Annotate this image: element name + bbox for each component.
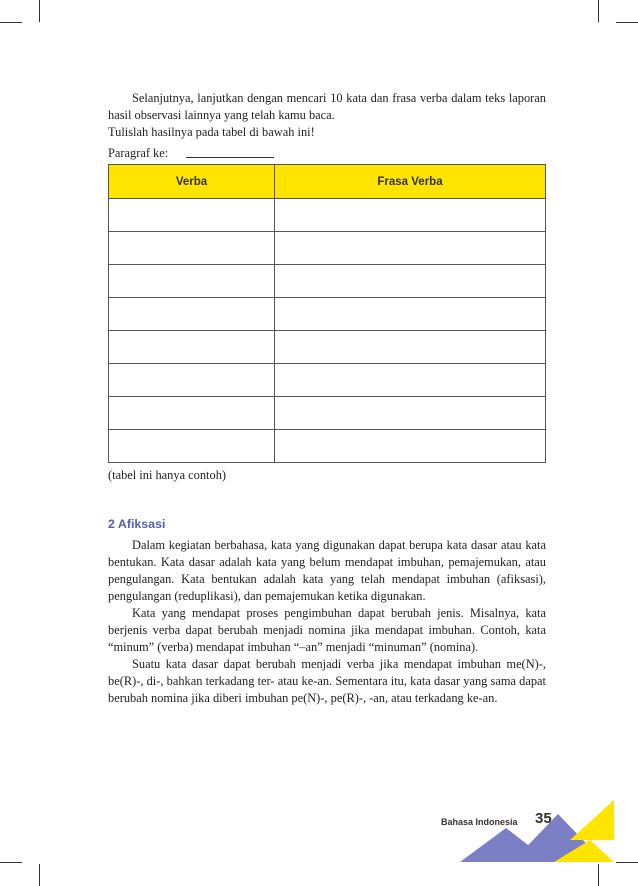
- table-cell: [275, 232, 546, 265]
- body-paragraph: Suatu kata dasar dapat berubah menjadi verba jika mendapat imbuhan me(N)-, be(R)-, di-, bahkan terkadang ter- atau ke-an. Sementara itu, kata dasar yang sama dapat berubah nomina jika diberi imbuhan pe(N)-, pe(R)-, -an, atau terkadang ke-an.: [108, 657, 546, 705]
- table-row: [109, 397, 546, 430]
- table-cell: [109, 265, 275, 298]
- header-frasa-verba: Frasa Verba: [275, 165, 546, 199]
- table-header-row: [109, 165, 546, 199]
- section-title: 2 Afiksasi: [108, 517, 166, 531]
- paragraf-blank-line: [186, 157, 274, 158]
- table-row: [109, 265, 546, 298]
- body-paragraph: Kata yang mendapat proses pengimbuhan dapat berubah jenis. Misalnya, kata berjenis verba dapat berubah menjadi nomina jika mendapat imbuhan. Contoh, kata “minum” (verba) mendapat imbuhan “–an” menjadi “minuman” (nomina).: [108, 606, 546, 654]
- table-cell: [275, 199, 546, 232]
- book-title: Bahasa Indonesia: [441, 817, 518, 827]
- table-row: [109, 298, 546, 331]
- crop-mark: [39, 864, 40, 886]
- footer-decoration: [440, 800, 614, 862]
- crop-mark: [616, 22, 638, 23]
- table-cell: [109, 331, 275, 364]
- table-cell: [275, 364, 546, 397]
- table-row: [109, 199, 546, 232]
- paragraf-label: Paragraf ke:: [108, 146, 169, 160]
- table-cell: [275, 331, 546, 364]
- crop-mark: [39, 0, 40, 22]
- crop-mark: [0, 862, 22, 863]
- table-cell: [275, 430, 546, 463]
- table-cell: [275, 298, 546, 331]
- table-cell: [109, 430, 275, 463]
- table-cell: [109, 232, 275, 265]
- table-cell: [275, 397, 546, 430]
- verba-table: [108, 164, 546, 463]
- crop-mark: [0, 22, 22, 23]
- crop-mark: [598, 0, 599, 22]
- crop-mark: [598, 864, 599, 886]
- header-verba: Verba: [109, 165, 275, 199]
- crop-mark: [616, 862, 638, 863]
- page-number: 35: [535, 810, 552, 827]
- table-row: [109, 364, 546, 397]
- intro-text: [108, 90, 546, 141]
- table-cell: [109, 199, 275, 232]
- table-cell: [109, 364, 275, 397]
- table-row: [109, 430, 546, 463]
- section-body: [108, 537, 546, 707]
- table-cell: [109, 298, 275, 331]
- table-row: [109, 331, 546, 364]
- body-paragraph: Dalam kegiatan berbahasa, kata yang digunakan dapat berupa kata dasar atau kata bentukan. Kata dasar adalah kata yang belum mendapat imbuhan, pemajemukan, atau pengulangan. Kata bentukan adalah kata yang telah mendapat imbuhan (afiksasi), pengulangan (reduplikasi), dan pemajemukan ketika digunakan.: [108, 538, 546, 603]
- table-cell: [275, 265, 546, 298]
- table-row: [109, 232, 546, 265]
- table-caption: (tabel ini hanya contoh): [108, 468, 227, 482]
- intro-paragraph: Selanjutnya, lanjutkan dengan mencari 10 kata dan frasa verba dalam teks laporan hasil observasi lainnya yang telah kamu baca.: [108, 91, 546, 122]
- intro-instruction: Tulislah hasilnya pada tabel di bawah ini!: [108, 125, 315, 139]
- table-cell: [109, 397, 275, 430]
